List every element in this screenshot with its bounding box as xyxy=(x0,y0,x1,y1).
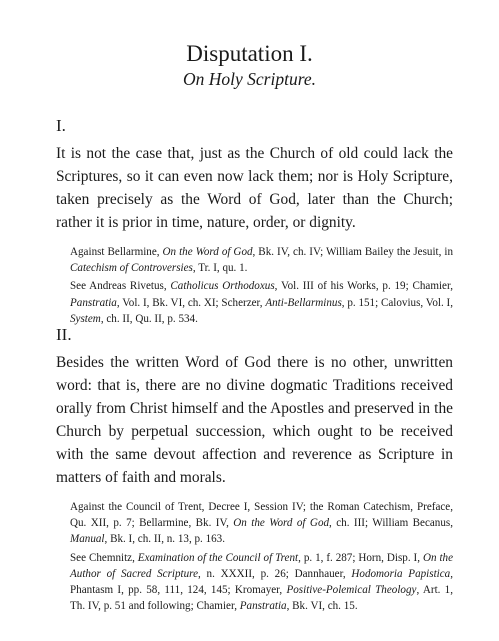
reference-line xyxy=(70,244,453,276)
reference-title: Hodomoria Papistica xyxy=(351,567,451,580)
thesis-text: It is not the case that, just as the Church of old could lack the Scriptures, so it can even now lack them; nor is Holy Scripture, taken precisely as the Word of God, later than the Church; rather it is prior in time, nature, order, or dignity. xyxy=(56,145,453,231)
reference-title: Manual xyxy=(70,533,105,546)
reference-title: Examination of the Council of Trent xyxy=(137,551,299,564)
reference-line xyxy=(70,499,453,548)
reference-text: , ch. III; William Becanus, xyxy=(329,517,453,530)
reference-title: On the Word of God xyxy=(162,246,253,258)
reference-text: See Chemnitz, xyxy=(70,551,138,564)
references xyxy=(70,244,453,327)
reference-text: , Vol. III of his Works, p. 19; Chamier, xyxy=(274,280,453,293)
reference-title: Catholicus Orthodoxus xyxy=(170,280,275,293)
section-numeral: I. xyxy=(56,116,66,135)
reference-line xyxy=(70,550,453,615)
thesis-section-1 xyxy=(56,116,453,329)
reference-text: , ch. II, Qu. II, p. 534. xyxy=(100,312,198,325)
reference-text: , p. 1, f. 287; Horn, Disp. I, xyxy=(298,551,423,564)
reference-title: Panstratia xyxy=(70,296,117,309)
references xyxy=(70,499,453,614)
reference-title: System xyxy=(70,312,101,325)
page-title: Disputation I. xyxy=(186,41,313,66)
reference-text: See Andreas Rivetus, xyxy=(70,280,171,293)
reference-title: Panstratia xyxy=(239,600,287,613)
page-subtitle: On Holy Scripture. xyxy=(182,69,316,89)
reference-text: Against Bellarmine, xyxy=(70,246,163,258)
reference-text: , Bk. VI, ch. 15. xyxy=(286,600,358,613)
reference-text: , Bk. I, ch. II, n. 13, p. 163. xyxy=(104,533,225,546)
reference-title: Positive-Polemical Theology xyxy=(286,584,417,597)
reference-title: Catechism of Controversies xyxy=(70,262,193,275)
reference-title: Anti-Bellarminus xyxy=(265,296,342,309)
reference-text: , Vol. I, Bk. VI, ch. XI; Scherzer, xyxy=(116,296,266,309)
reference-line xyxy=(70,278,453,327)
reference-text: , Bk. IV, ch. IV; William Bailey the Jesuit, in xyxy=(252,246,454,258)
thesis-text: Besides the written Word of God there is no other, unwritten word: that is, there are no divine dogmatic Traditions received orally from Christ himself and the Apostles and preserved in the Church by perpetual succession, which ought to be received with the same devout affection and reverence as Scripture in matters of faith and morals. xyxy=(56,354,453,486)
reference-title: On the Word of God xyxy=(233,517,330,530)
thesis-section-2 xyxy=(56,325,453,616)
reference-text: , Phantasm I, pp. 58, 111, 124, 145; Kromayer, xyxy=(70,567,453,597)
reference-text: , Tr. I, qu. 1. xyxy=(192,262,248,275)
reference-text: , Art. 1, Th. IV, p. 51 and following; Chamier, xyxy=(70,584,454,613)
section-numeral: II. xyxy=(56,325,72,344)
reference-text: Against the Council of Trent, Decree I, Session IV; the Roman Catechism, Preface, Qu. XII, p. 7; Bellarmine, Bk. IV, xyxy=(70,501,453,530)
reference-text: , n. XXXII, p. 26; Dannhauer, xyxy=(198,567,352,580)
reference-text: , p. 151; Calovius, Vol. I, xyxy=(341,296,454,309)
reference-title: On the Author of Sacred Scripture xyxy=(70,551,453,580)
